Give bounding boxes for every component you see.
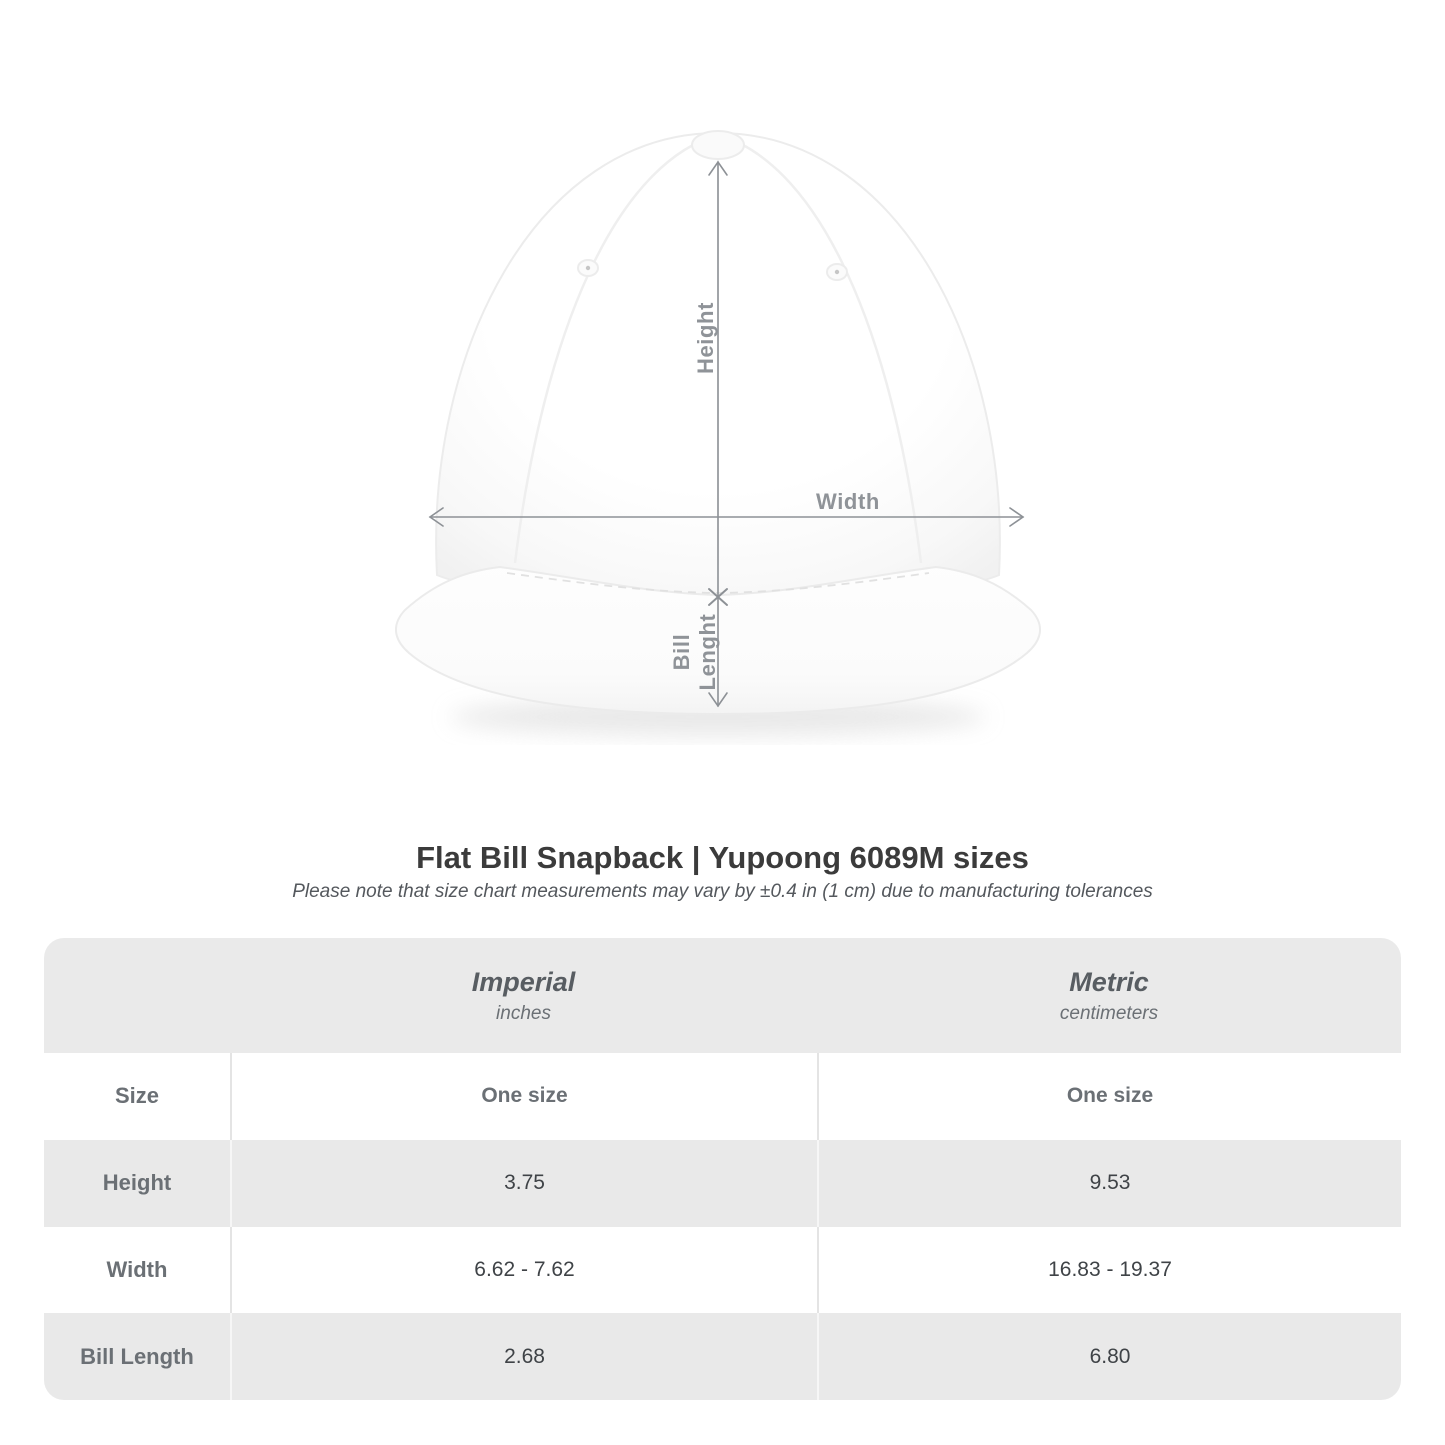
imperial-header-label: Imperial (471, 966, 576, 997)
imperial-value: 2.68 (230, 1313, 817, 1400)
metric-value: 9.53 (817, 1140, 1401, 1227)
imperial-header-cell (230, 938, 817, 1053)
row-label: Height (102, 1170, 172, 1196)
bill-label-line1: Bill (669, 633, 694, 671)
imperial-value: 3.75 (230, 1140, 817, 1227)
eyelet-left-hole (586, 266, 590, 270)
metric-value: 6.80 (817, 1313, 1401, 1400)
table-row (44, 1227, 1401, 1314)
metric-value: One size (817, 1053, 1401, 1140)
table-header-row (44, 938, 1401, 1053)
tolerance-note: Please note that size chart measurements may vary by ±0.4 in (1 cm) due to manufacturing tolerances (292, 881, 1153, 902)
metric-header-cell (817, 938, 1401, 1053)
table-row (44, 1053, 1401, 1140)
eyelet-right-hole (835, 270, 839, 274)
height-measure-label: Height (693, 301, 718, 375)
row-label: Width (106, 1256, 168, 1282)
header-spacer-cell (44, 938, 230, 1053)
width-measure-label: Width (816, 489, 880, 514)
size-chart-table (44, 938, 1401, 1400)
page-title: Flat Bill Snapback | Yupoong 6089M sizes (416, 840, 1029, 875)
metric-value: 16.83 - 19.37 (817, 1227, 1401, 1314)
metric-header-unit: centimeters (1059, 1002, 1159, 1024)
imperial-value: 6.62 - 7.62 (230, 1227, 817, 1314)
imperial-value: One size (230, 1053, 817, 1140)
row-label: Bill Length (80, 1343, 194, 1369)
metric-header-label: Metric (1069, 966, 1149, 997)
imperial-header-unit: inches (496, 1002, 551, 1024)
bill-label-line2: Lenght (695, 613, 720, 691)
table-row (44, 1140, 1401, 1227)
crown-button (692, 131, 744, 159)
table-row (44, 1313, 1401, 1400)
bill-length-measure-label (669, 590, 721, 714)
row-label: Size (114, 1083, 160, 1109)
